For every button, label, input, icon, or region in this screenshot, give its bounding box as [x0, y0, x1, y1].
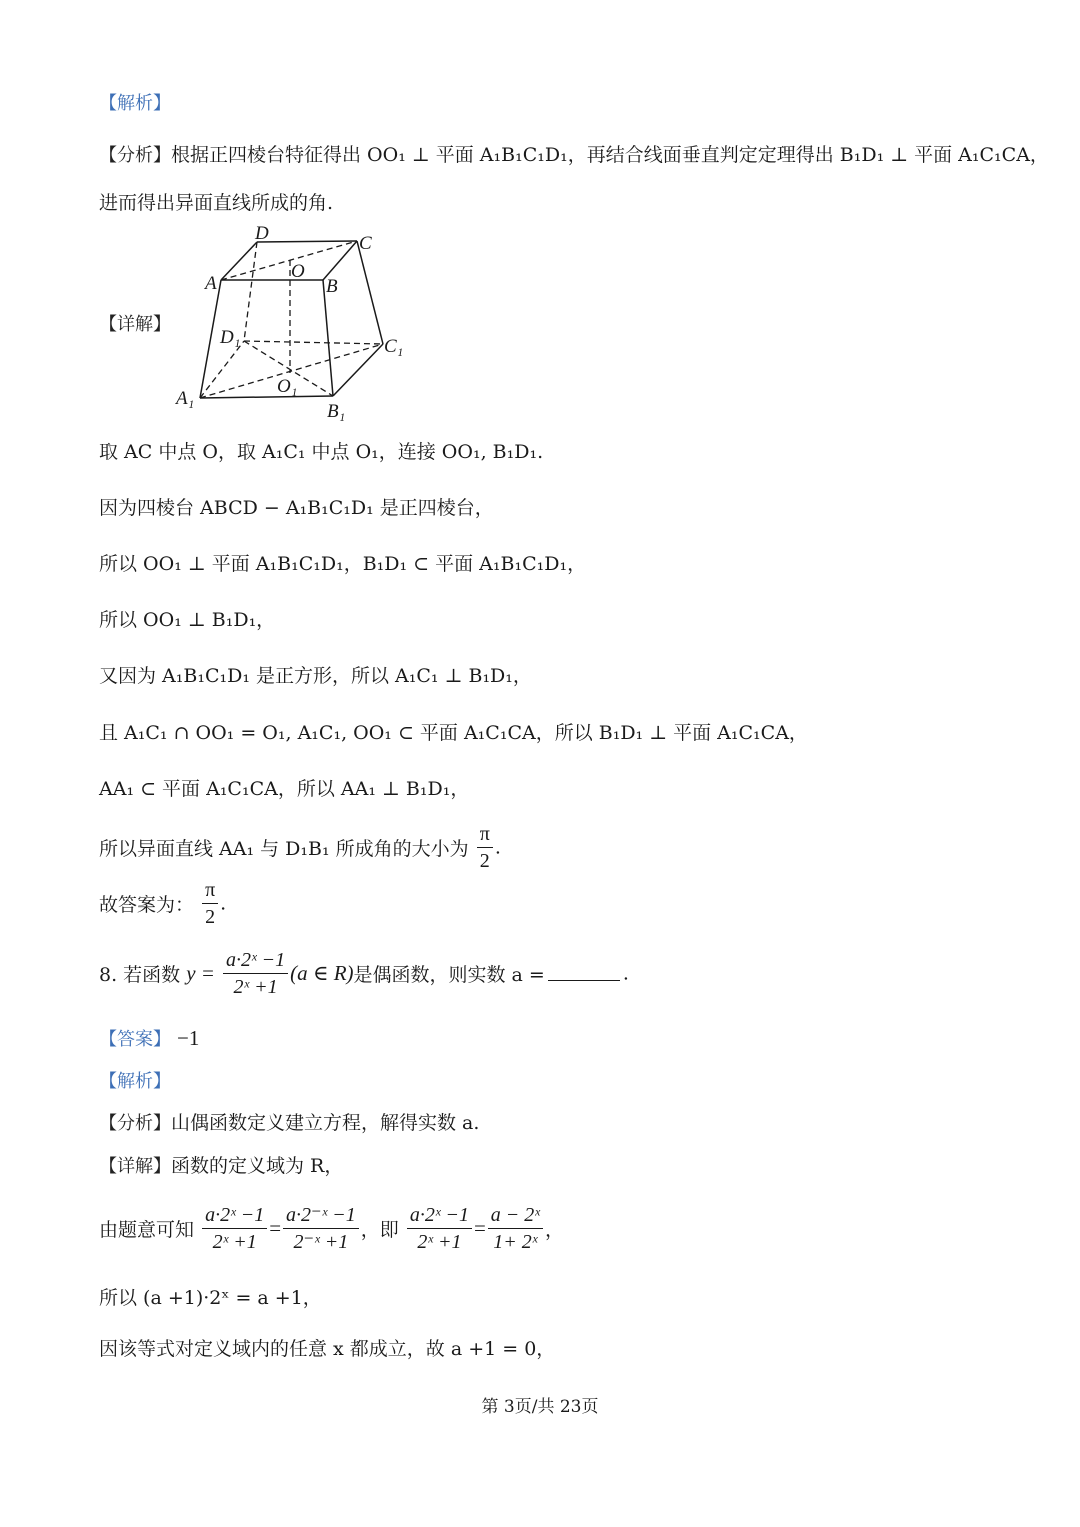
jiexi-heading — [99, 90, 171, 117]
q7-detail-heading — [99, 311, 171, 338]
q8-jiexi-heading — [99, 1068, 171, 1095]
q8-question-line — [99, 948, 629, 999]
xiangjie-tag: 【详解】 — [99, 1156, 171, 1177]
edge-A1B1 — [200, 396, 333, 398]
edge-D1C1 — [244, 341, 383, 344]
edge-DC — [257, 241, 357, 242]
label-B: B — [326, 276, 338, 297]
q7-analysis-line — [99, 142, 1049, 169]
edge-CC1 — [357, 241, 383, 344]
q8-answer-line — [99, 1025, 199, 1053]
q8-analysis-text: 山偶函数定义建立方程，解得实数 a. — [171, 1112, 480, 1134]
q7-analysis-text: 根据正四棱台特征得出 OO₁ ⊥ 平面 A₁B₁C₁D₁，再结合线面垂直判定定理得出 B₁D₁ ⊥ 平面 A₁C₁CA， — [171, 144, 1049, 166]
label-C1: C₁ — [384, 336, 404, 357]
fraction-numerator: a·2ˣ −1 — [407, 1203, 472, 1229]
q8-step1-end: ， — [544, 1219, 564, 1241]
q8-answer-value: −1 — [177, 1026, 200, 1050]
answer-fraction — [202, 878, 218, 929]
label-A1: A₁ — [176, 388, 195, 409]
q8-fraction-2 — [283, 1203, 359, 1254]
fraction-numerator: a·2⁻ˣ −1 — [283, 1203, 359, 1229]
fraction-numerator: a − 2ˣ — [488, 1203, 543, 1229]
diag-AC — [221, 241, 357, 280]
fraction-denominator: 2 — [479, 850, 490, 872]
daan-tag: 【答案】 — [99, 1029, 171, 1050]
page-footer: 第 3页/共 23页 — [481, 1397, 599, 1417]
edge-BB1 — [323, 280, 333, 396]
q7-line-7 — [99, 776, 469, 802]
edge-BC — [323, 241, 357, 280]
q7-analysis-text-2: 进而得出异面直线所成的角. — [99, 192, 334, 214]
q7-line-5 — [99, 663, 532, 689]
q8-step1-mid: ，即 — [360, 1219, 399, 1241]
equals-sign: = — [473, 1216, 486, 1240]
q7-line-4-text: 所以 OO₁ ⊥ B₁D₁， — [99, 609, 276, 631]
frustum-figure — [170, 220, 410, 425]
fenxi-tag: 【分析】 — [99, 145, 171, 166]
q8-condition: (a ∈ R) — [290, 961, 354, 985]
q8-step1-prefix: 由题意可知 — [99, 1219, 195, 1241]
q8-y-eq: y = — [186, 961, 215, 985]
q7-answer-text: 故答案为： — [99, 894, 195, 916]
q8-analysis-line — [99, 1110, 479, 1137]
answer-blank — [548, 980, 620, 981]
q8-suffix-end: . — [622, 962, 629, 985]
fraction-denominator: 2ˣ +1 — [417, 1231, 462, 1253]
label-B1: B₁ — [327, 401, 346, 422]
label-O1: O₁ — [277, 376, 298, 397]
q8-step2-line — [99, 1285, 322, 1311]
jiexi-tag: 【解析】 — [99, 1071, 171, 1092]
q7-line-7-text: AA₁ ⊂ 平面 A₁C₁CA，所以 AA₁ ⊥ B₁D₁， — [99, 778, 470, 800]
fraction-numerator: π — [202, 878, 218, 904]
label-D1: D₁ — [220, 327, 241, 348]
fraction-denominator: 2⁻ˣ +1 — [293, 1231, 349, 1253]
q8-prefix: 8. 若函数 — [99, 964, 181, 986]
q7-angle-line — [99, 822, 501, 873]
q7-line-4 — [99, 607, 275, 633]
fraction-numerator: a·2ˣ −1 — [223, 948, 288, 974]
q8-fraction-3 — [407, 1203, 472, 1254]
q8-step1-line — [99, 1203, 564, 1254]
fenxi-tag: 【分析】 — [99, 1113, 171, 1134]
equals-sign: = — [269, 1216, 282, 1240]
period: . — [220, 892, 227, 915]
q8-step2-text: 所以 (a +1)·2ˣ = a +1， — [99, 1287, 322, 1309]
q7-line-5-text: 又因为 A₁B₁C₁D₁ 是正方形，所以 A₁C₁ ⊥ B₁D₁， — [99, 665, 532, 687]
q8-detail-line — [99, 1153, 343, 1180]
q7-line-6 — [99, 720, 808, 746]
fraction-denominator: 1+ 2ˣ — [493, 1231, 538, 1253]
edge-AD — [221, 242, 257, 280]
label-D: D — [255, 223, 269, 244]
q8-suffix: 是偶函数，则实数 a = — [353, 964, 545, 986]
edge-DD1 — [244, 242, 257, 341]
q7-line-1-text: 取 AC 中点 O，取 A₁C₁ 中点 O₁，连接 OO₁, B₁D₁. — [99, 441, 544, 463]
fraction-denominator: 2 — [205, 906, 216, 928]
q7-answer-line — [99, 878, 226, 929]
label-O: O — [291, 261, 305, 282]
q8-step3-line — [99, 1336, 555, 1362]
fraction-denominator: 2ˣ +1 — [212, 1231, 257, 1253]
edge-A1D1 — [200, 341, 244, 398]
xiangjie-tag: 【详解】 — [99, 314, 171, 335]
q7-line-1 — [99, 439, 543, 465]
q7-analysis-line-2 — [99, 190, 333, 216]
pi-over-2-fraction — [477, 822, 493, 873]
q7-line-3-text: 所以 OO₁ ⊥ 平面 A₁B₁C₁D₁，B₁D₁ ⊂ 平面 A₁B₁C₁D₁， — [99, 553, 587, 575]
q8-fraction-4 — [488, 1203, 543, 1254]
fraction-numerator: π — [477, 822, 493, 848]
q7-line-2-text: 因为四棱台 ABCD − A₁B₁C₁D₁ 是正四棱台， — [99, 497, 494, 519]
label-C: C — [359, 233, 372, 254]
q8-step3-text: 因该等式对定义域内的任意 x 都成立，故 a +1 = 0， — [99, 1338, 556, 1360]
q7-line-6-text: 且 A₁C₁ ∩ OO₁ = O₁, A₁C₁, OO₁ ⊂ 平面 A₁C₁CA，所以 B₁D₁ ⊥ 平面 A₁C₁CA， — [99, 722, 808, 744]
q8-detail-text: 函数的定义域为 R， — [171, 1155, 344, 1177]
fraction-numerator: a·2ˣ −1 — [202, 1203, 267, 1229]
q7-angle-text: 所以异面直线 AA₁ 与 D₁B₁ 所成角的大小为 — [99, 838, 469, 860]
fraction-denominator: 2ˣ +1 — [233, 976, 278, 998]
q7-line-3 — [99, 551, 586, 577]
edge-AA1 — [200, 280, 221, 398]
q8-function-fraction — [223, 948, 288, 999]
label-A: A — [205, 273, 217, 294]
period: . — [494, 836, 501, 859]
jiexi-tag: 【解析】 — [99, 93, 171, 114]
q8-fraction-1 — [202, 1203, 267, 1254]
q7-line-2 — [99, 495, 494, 521]
